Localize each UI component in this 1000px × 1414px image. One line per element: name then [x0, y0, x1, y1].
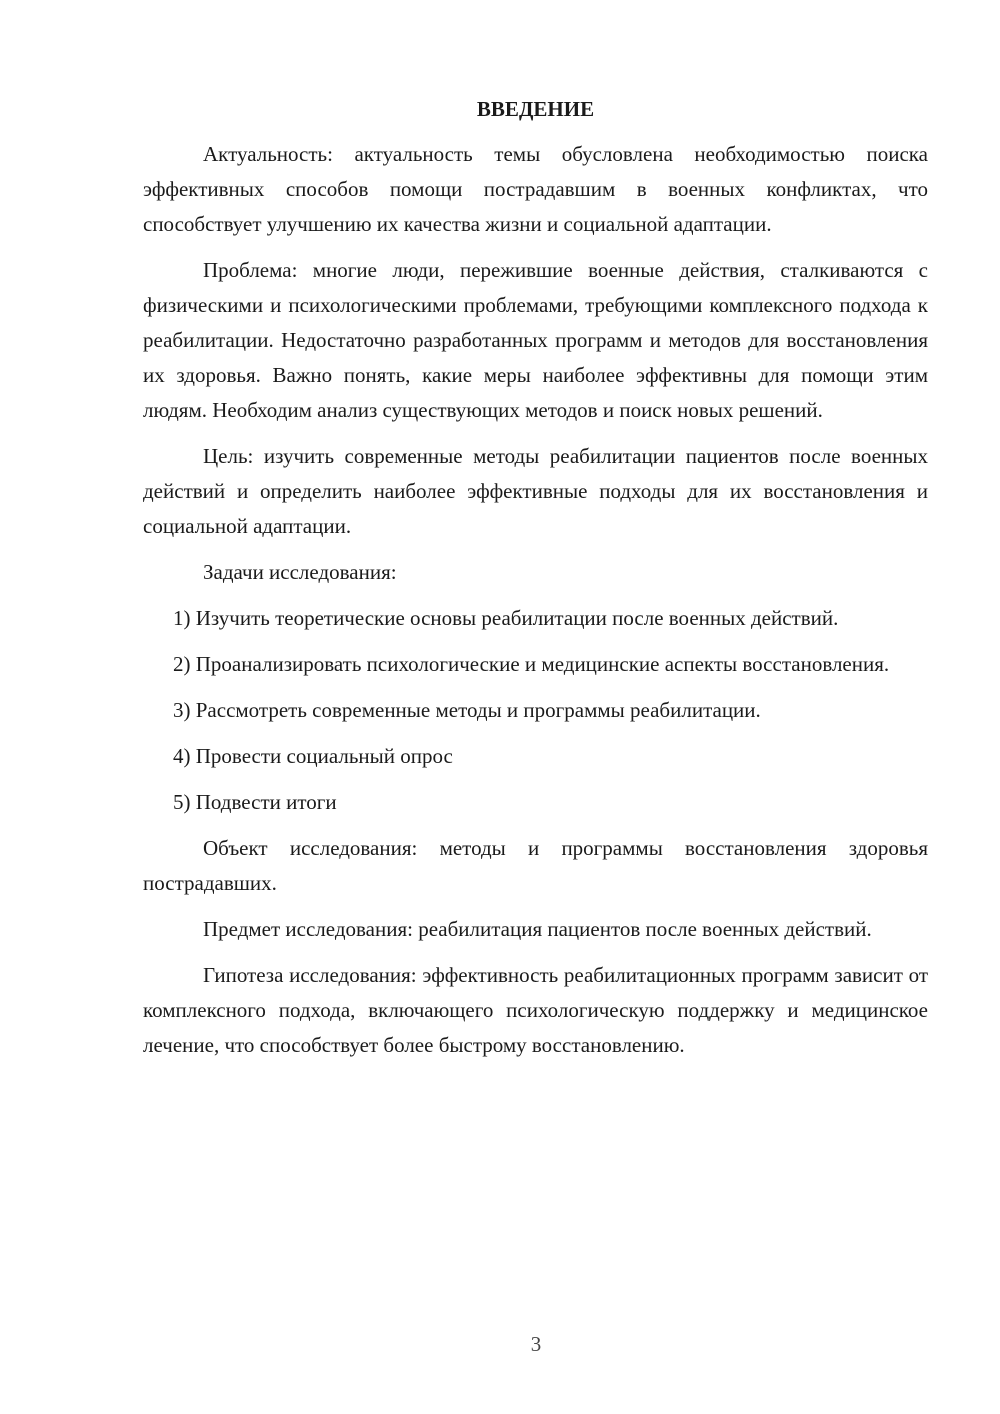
relevance-paragraph: Актуальность: актуальность темы обусловлена необходимостью поиска эффективных способов помощи пострадавшим в военных конфликтах, что способствует улучшению их качества жизни и социальной адаптации. [143, 142, 928, 236]
tasks-heading: Задачи исследования: [203, 560, 397, 584]
page-content [143, 92, 928, 1074]
section-title: ВВЕДЕНИЕ [476, 97, 595, 121]
subject-paragraph: Предмет исследования: реабилитация пациентов после военных действий. [203, 917, 872, 941]
goal-paragraph: Цель: изучить современные методы реабилитации пациентов после военных действий и определить наиболее эффективные подходы для их восстановления и социальной адаптации. [143, 444, 928, 538]
task-item-3: 3) Рассмотреть современные методы и программы реабилитации. [173, 698, 761, 722]
hypothesis-paragraph: Гипотеза исследования: эффективность реабилитационных программ зависит от комплексного подхода, включающего психологическую поддержку и медицинское лечение, что способствует более быстрому восстановлению. [143, 963, 928, 1057]
task-item-5: 5) Подвести итоги [173, 790, 337, 814]
task-item-2: 2) Проанализировать психологические и медицинские аспекты восстановления. [173, 652, 890, 676]
object-paragraph: Объект исследования: методы и программы восстановления здоровья пострадавших. [143, 836, 928, 895]
task-item-1: 1) Изучить теоретические основы реабилитации после военных действий. [173, 606, 839, 630]
page-number: 3 [530, 1332, 542, 1356]
problem-paragraph: Проблема: многие люди, пережившие военные действия, сталкиваются с физическими и психологическими проблемами, требующими комплексного подхода к реабилитации. Недостаточно разработанных программ и методов для восстановления их здоровья. Важно понять, какие меры наиболее эффективны для помощи этим людям. Необходим анализ существующих методов и поиск новых решений. [143, 258, 928, 422]
task-item-4: 4) Провести социальный опрос [173, 744, 453, 768]
